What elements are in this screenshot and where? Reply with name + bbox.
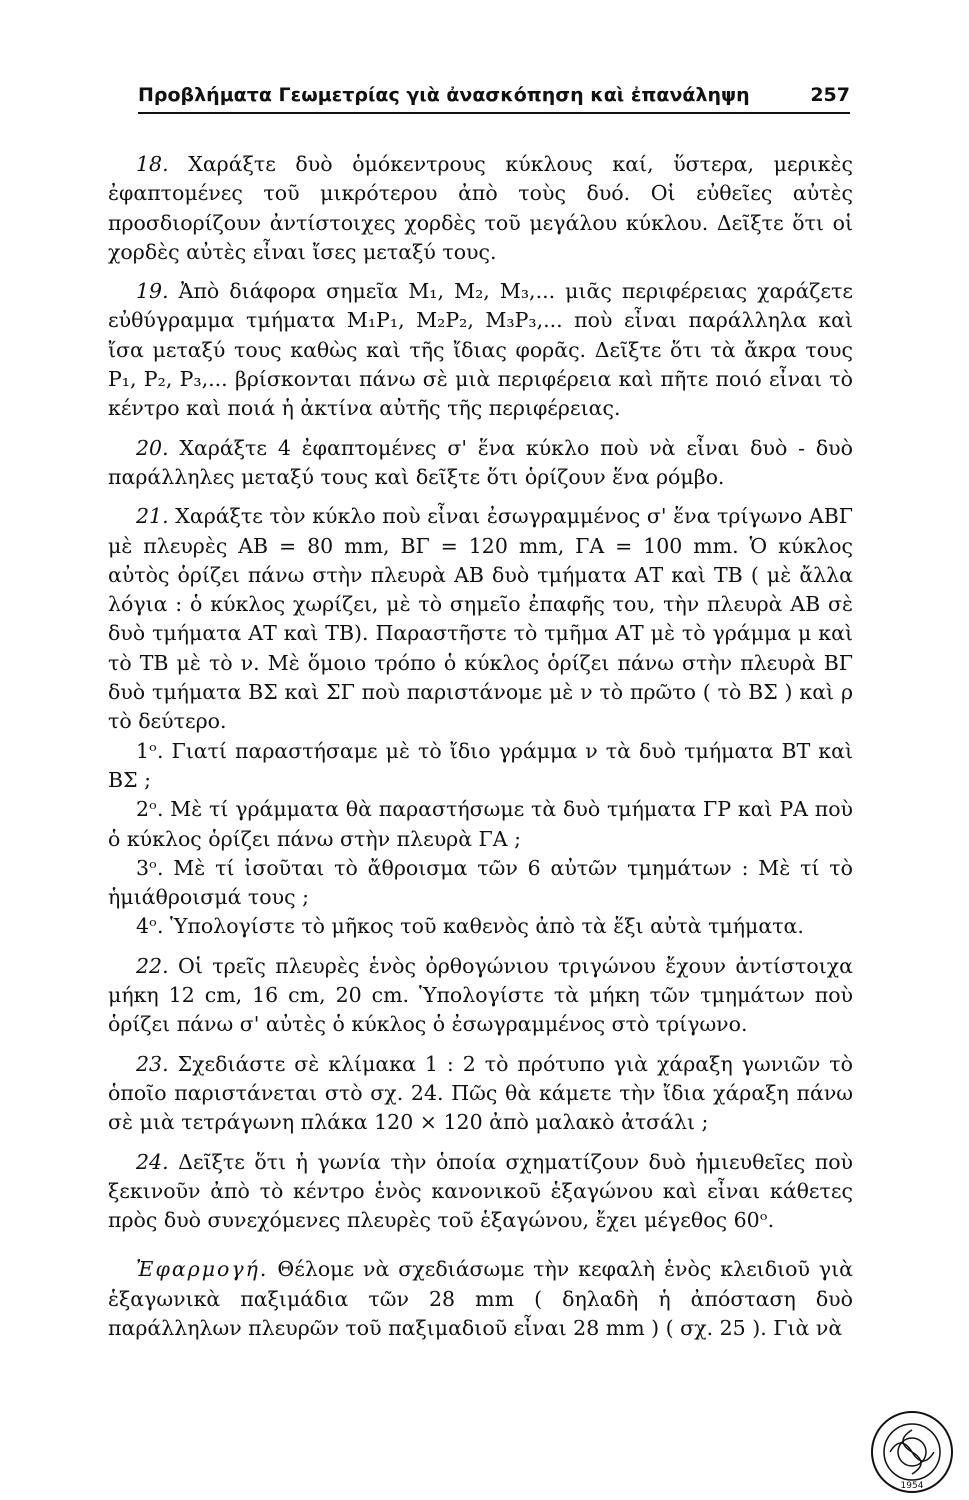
problem-number: 22.	[136, 953, 169, 978]
problem-number: 21.	[136, 504, 169, 529]
page-body	[108, 150, 853, 1343]
problem-21-question-4: 4ᵒ. Ὑπολογίστε τὸ μῆκος τοῦ καθενὸς ἀπὸ τὰ ἕξι αὐτὰ τμήματα.	[136, 914, 804, 939]
problem-21-question-2: 2ᵒ. Μὲ τί γράμματα θὰ παραστήσωμε τὰ δυὸ τμήματα ΓΡ καὶ ΡΑ ποὺ ὁ κύκλος ὁρίζει πάνω στὴν πλευρὰ ΓΑ ;	[108, 797, 853, 851]
problem-number: 19.	[136, 279, 169, 304]
running-header	[138, 76, 850, 114]
problem-text: Δεῖξτε ὅτι ἡ γωνία τὴν ὁποία σχηματίζουν δυὸ ἡμιευθεῖες ποὺ ξεκινοῦν ἀπὸ τὸ κέντρο ἑνὸς κανονικοῦ ἑξαγώνου καὶ εἶναι κάθετες πρὸς δυὸ συνεχόμενες πλευρὲς τοῦ ἑξαγώνου, ἔχει μέγεθος 60ᵒ.	[108, 1149, 853, 1233]
application-text: Θέλομε νὰ σχεδιάσωμε τὴν κεφαλὴ ἑνὸς κλειδιοῦ γιὰ ἑξαγωνικὰ παξιμάδια τῶν 28 mm ( δηλαδὴ ἡ ἀπόσταση δυὸ παράλληλων πλευρῶν τοῦ παξιμαδιοῦ εἶναι 28 mm ) ( σχ. 25 ). Γιὰ νὰ	[108, 1257, 853, 1340]
problem-21-question-3: 3ᵒ. Μὲ τί ἰσοῦται τὸ ἄθροισμα τῶν 6 αὐτῶν τμημάτων : Μὲ τί τὸ ἡμιάθροισμά τους ;	[108, 855, 853, 910]
problem-19	[108, 277, 853, 423]
problem-21-question-1: 1ᵒ. Γιατί παραστήσαμε μὲ τὸ ἴδιο γράμμα ν τὰ δυὸ τμήματα ΒΤ καὶ ΒΣ ;	[108, 738, 853, 792]
problem-23	[108, 1050, 853, 1138]
problem-number: 18.	[136, 152, 169, 176]
problem-number: 23.	[136, 1051, 169, 1076]
seal-icon	[868, 1408, 956, 1496]
problem-text: Χαράξτε 4 ἐφαπτομένες σ' ἕνα κύκλο ποὺ νὰ εἶναι δυὸ - δυὸ παράλληλες μεταξύ τους καὶ δεῖξτε ὅτι ὁρίζουν ἕνα ρόμβο.	[108, 435, 853, 489]
library-stamp	[868, 1408, 956, 1496]
problem-20	[108, 434, 853, 493]
header-title: Προβλήματα Γεωμετρίας γιὰ ἀνασκόπηση καὶ ἐπανάληψη	[138, 84, 750, 106]
problem-text: Χαράξτε τὸν κύκλο ποὺ εἶναι ἐσωγραμμένος σ' ἕνα τρίγωνο ΑΒΓ μὲ πλευρὲς ΑΒ = 80 mm, ΒΓ = 120 mm, ΓΑ = 100 mm. Ὁ κύκλος αὐτὸς ὁρίζει πάνω στὴν πλευρὰ ΑΒ δυὸ τμήματα ΑΤ καὶ ΤΒ ( μὲ ἄλλα λόγια : ὁ κύκλος χωρίζει, μὲ τὸ σημεῖο ἐπαφῆς του, τὴν πλευρὰ ΑΒ σὲ δυὸ τμήματα ΑΤ καὶ ΤΒ). Παραστῆστε τὸ τμῆμα ΑΤ μὲ τὸ γράμμα μ καὶ τὸ ΤΒ μὲ τὸ ν. Μὲ ὅμοιο τρόπο ὁ κύκλος ὁρίζει πάνω στὴν πλευρὰ ΒΓ δυὸ τμήματα ΒΣ καὶ ΣΓ ποὺ παριστάνομε μὲ ν τὸ πρῶτο ( τὸ ΒΣ ) καὶ ρ τὸ δεύτερο.	[108, 504, 853, 734]
svg-text:1954: 1954	[900, 1481, 924, 1491]
problem-text: Ἀπὸ διάφορα σημεῖα M₁, M₂, M₃,... μιᾶς περιφέρειας χαράζετε εὐθύγραμμα τμήματα M₁P₁, M₂P₂, M₃P₃,... ποὺ εἶναι παράλληλα καὶ ἴσα μεταξύ τους καθὼς καὶ τῆς ἴδιας φορᾶς. Δεῖξτε ὅτι τὰ ἄκρα τους P₁, P₂, P₃,... βρίσκονται πάνω σὲ μιὰ περιφέρεια καὶ πῆτε ποιό εἶναι τὸ κέντρο καὶ ποιά ἡ ἀκτίνα αὐτῆς τῆς περιφέρειας.	[108, 279, 853, 421]
problem-text: Οἱ τρεῖς πλευρὲς ἑνὸς ὀρθογώνιου τριγώνου ἔχουν ἀντίστοιχα μήκη 12 cm, 16 cm, 20 cm. Ὑπολογίστε τὰ μήκη τῶν τμημάτων ποὺ ὁρίζει πάνω σ' αὐτὲς ὁ κύκλος ὁ ἐσωγραμμένος στὸ τρίγωνο.	[108, 953, 853, 1037]
problem-number: 24.	[136, 1149, 169, 1174]
problem-22	[108, 952, 853, 1040]
problem-18	[108, 150, 853, 267]
problem-number: 20.	[136, 435, 169, 460]
problem-text: Χαράξτε δυὸ ὁμόκεντρους κύκλους καί, ὕστερα, μερικὲς ἐφαπτομένες τοῦ μικρότερου ἀπὸ τοὺς δυό. Οἱ εὐθεῖες αὐτὲς προσδιορίζουν ἀντίστοιχες χορδὲς τοῦ μεγάλου κύκλου. Δεῖξτε ὅτι οἱ χορδὲς αὐτὲς εἶναι ἴσες μεταξύ τους.	[108, 152, 853, 264]
problem-24	[108, 1148, 853, 1236]
application-paragraph	[108, 1255, 853, 1343]
problem-text: Σχεδιάστε σὲ κλίμακα 1 : 2 τὸ πρότυπο γιὰ χάραξη γωνιῶν τὸ ὁποῖο παριστάνεται στὸ σχ. 24. Πῶς θὰ κάμετε τὴν ἴδια χάραξη πάνω σὲ μιὰ τετράγωνη πλάκα 120 × 120 ἀπὸ μαλακὸ ἀτσάλι ;	[108, 1051, 853, 1135]
problem-21	[108, 502, 853, 736]
application-label: Ἐφαρμογή.	[136, 1257, 269, 1282]
page-number: 257	[810, 84, 850, 106]
